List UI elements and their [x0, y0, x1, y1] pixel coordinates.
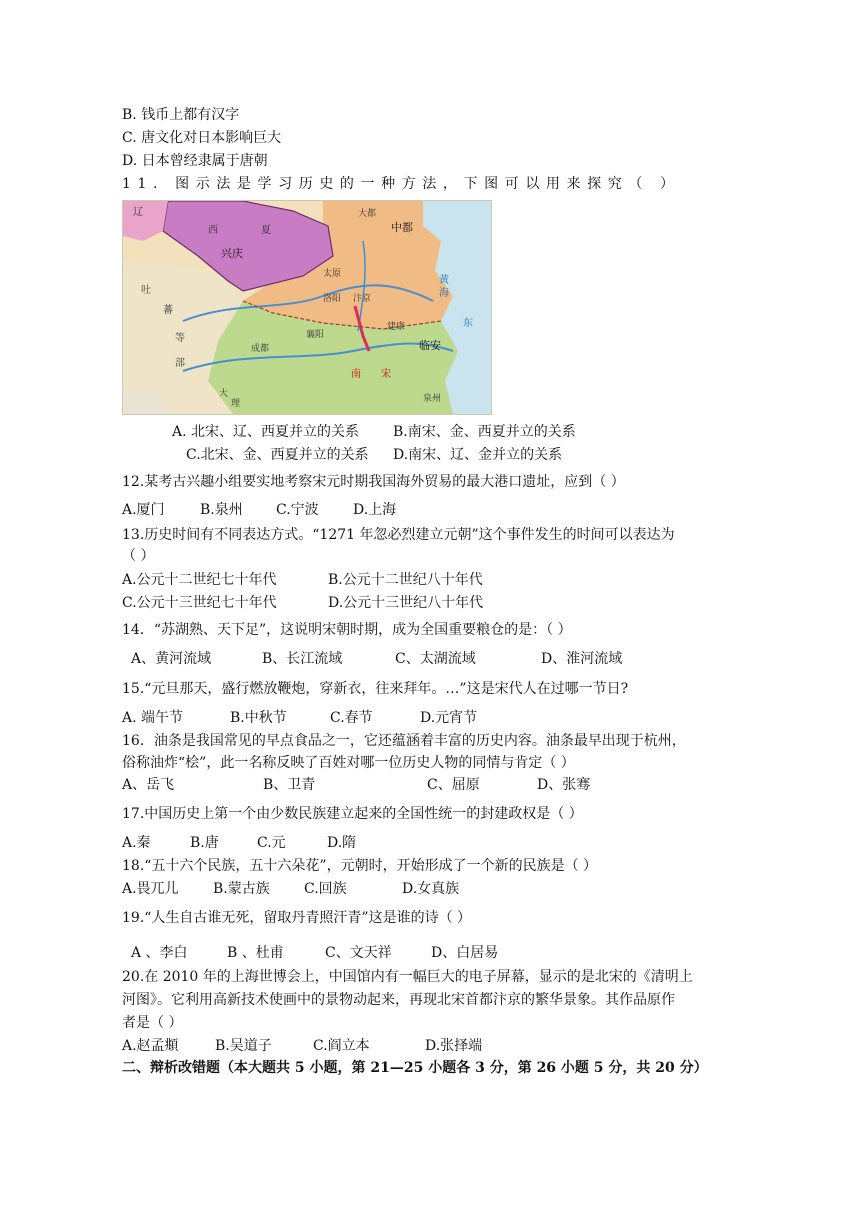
q20-text-line2: 河图》。它利用高新技术使画中的景物动起来，再现北宋首都汴京的繁华景象。其作品原作: [122, 992, 675, 1008]
map-label-da: 大: [219, 389, 229, 399]
option-c-line: C. 唐文化对日本影响巨大: [122, 130, 282, 146]
q18-option-d[interactable]: D.女真族: [402, 881, 460, 897]
section-2-heading: 二、辩析改错题（本大题共 5 小题，第 21—25 小题各 3 分，第 26 小题 5 分，共 20 分）: [122, 1060, 708, 1076]
q20-option-c[interactable]: C.阎立本: [313, 1038, 370, 1054]
q11-option-a[interactable]: A. 北宋、辽、西夏并立的关系: [172, 424, 360, 440]
q13-option-d[interactable]: D.公元十三世纪八十年代: [328, 595, 484, 611]
q16-text-line2: 俗称油炸“桧”，此一名称反映了百姓对哪一位历史人物的同情与肯定（ ）: [122, 755, 575, 771]
q16-text-line1: 16．油条是我国常见的早点食品之一，它还蕴涵着丰富的历史内容。油条最早出现于杭州，: [122, 733, 686, 749]
q15-option-b[interactable]: B.中秋节: [230, 710, 287, 726]
map-label-bu: 部: [175, 358, 185, 369]
q15-option-d[interactable]: D.元宵节: [420, 710, 478, 726]
map-label-jiankang: 建康: [387, 322, 406, 332]
q19-option-c[interactable]: C、文天祥: [325, 945, 392, 961]
q13-options-row2: [122, 593, 483, 613]
map-label-tu: 吐: [141, 285, 151, 296]
q11-option-c[interactable]: C.北宋、金、西夏并立的关系: [186, 447, 369, 463]
q13-option-b[interactable]: B.公元十二世纪八十年代: [328, 572, 483, 588]
q16-option-a[interactable]: A、岳飞: [122, 777, 175, 793]
q11-row-1: [172, 422, 576, 442]
q12-options: [122, 500, 396, 520]
q18-option-a[interactable]: A.畏兀儿: [122, 881, 179, 897]
q14-options: [131, 649, 622, 669]
q13-options-row1: [122, 570, 483, 590]
map-label-xingqing: 兴庆: [221, 247, 243, 260]
q11-option-b[interactable]: B.南宋、金、西夏并立的关系: [393, 424, 576, 440]
q16-option-c[interactable]: C、屈原: [427, 777, 480, 793]
map-graphic: [123, 201, 491, 414]
q17-option-d[interactable]: D.隋: [327, 835, 357, 851]
map-label-chengdu: 成都: [251, 344, 270, 354]
map-label-dong: 东: [463, 318, 473, 329]
q13-text-line1: 13.历史时间有不同表达方式。“1271 年忽必烈建立元朝”这个事件发生的时间可以表达为: [122, 527, 675, 543]
map-label-bo: 蕃: [163, 305, 173, 316]
q15-text: 15.“元旦那天，盛行燃放鞭炮，穿新衣，往来拜年。…”这是宋代人在过哪一节日?: [122, 681, 629, 697]
q20-option-d[interactable]: D.张择端: [425, 1038, 483, 1054]
q14-option-b[interactable]: B、长江流域: [262, 651, 343, 667]
q14-option-a[interactable]: A、黄河流域: [131, 651, 212, 667]
q14-text: 14．“苏湖熟、天下足”，这说明宋朝时期，成为全国重要粮仓的是：（ ）: [122, 622, 572, 638]
q17-text: 17.中国历史上第一个由少数民族建立起来的全国性统一的封建政权是（ ）: [122, 806, 583, 822]
map-label-li: 理: [231, 399, 241, 409]
map-label-zhongdu: 中都: [391, 221, 413, 234]
q11-option-d[interactable]: D.南宋、辽、金并立的关系: [393, 447, 563, 463]
q19-option-a[interactable]: A 、李白: [131, 945, 188, 961]
q18-options: [122, 879, 459, 899]
q19-option-d[interactable]: D、白居易: [431, 945, 499, 961]
q16-options: [122, 775, 590, 795]
q18-text: 18.“五十六个民族，五十六朵花”，元朝时，开始形成了一个新的民族是（ ）: [122, 858, 598, 874]
map-label-bianjing: 汴京: [353, 294, 372, 304]
q17-option-a[interactable]: A.秦: [122, 835, 151, 851]
map-label-xiangyang: 襄阳: [306, 330, 325, 340]
map-label-xia: 夏: [261, 225, 271, 236]
q13-text-line2: （ ）: [122, 548, 155, 564]
q16-option-b[interactable]: B、卫青: [263, 777, 316, 793]
q19-options: [131, 943, 498, 963]
map-label-dadu: 大都: [358, 209, 377, 219]
map-label-liao: 辽: [133, 207, 143, 218]
q17-option-b[interactable]: B.唐: [190, 835, 219, 851]
q20-text-line3: 者是（ ）: [122, 1015, 183, 1031]
q12-option-b[interactable]: B.泉州: [200, 502, 243, 518]
map-label-hai: 海: [439, 288, 449, 299]
q18-option-b[interactable]: B.蒙古族: [213, 881, 270, 897]
q12-option-a[interactable]: A.厦门: [122, 502, 165, 518]
q12-text: 12.某考古兴趣小组要实地考察宋元时期我国海外贸易的最大港口遗址，应到（ ）: [122, 474, 625, 490]
map-label-taiyuan: 太原: [323, 269, 342, 279]
map-label-linan: 临安: [419, 339, 441, 352]
q13-option-a[interactable]: A.公元十二世纪七十年代: [122, 572, 277, 588]
map-label-deng: 等: [175, 333, 185, 344]
option-d-line: D. 日本曾经隶属于唐朝: [122, 153, 268, 169]
map-label-quanzhou: 泉州: [423, 394, 442, 404]
q20-options: [122, 1036, 482, 1056]
question-11-text: 11. 图示法是学习历史的一种方法，下图可以用来探究（ ）: [122, 176, 681, 192]
option-b-line: B. 钱币上都有汉字: [122, 107, 240, 123]
q14-option-c[interactable]: C、太湖流域: [395, 651, 476, 667]
q18-option-c[interactable]: C.回族: [304, 881, 347, 897]
q16-option-d[interactable]: D、张骞: [537, 777, 591, 793]
map-label-huang: 黄: [439, 275, 449, 286]
map-label-luoyang: 洛阳: [323, 294, 342, 304]
q17-options: [122, 833, 356, 853]
q15-options: [122, 708, 477, 728]
q20-option-b[interactable]: B.吴道子: [215, 1038, 272, 1054]
q19-option-b[interactable]: B 、杜甫: [227, 945, 284, 961]
q14-option-d[interactable]: D、淮河流域: [541, 651, 623, 667]
q20-text-line1: 20.在 2010 年的上海世博会上，中国馆内有一幅巨大的电子屏幕，显示的是北宋的《清明上: [122, 969, 693, 985]
q13-option-c[interactable]: C.公元十三世纪七十年代: [122, 595, 277, 611]
q19-text: 19.“人生自古谁无死，留取丹青照汗青”这是谁的诗（ ）: [122, 910, 472, 926]
q20-option-a[interactable]: A.赵孟頫: [122, 1038, 179, 1054]
q17-option-c[interactable]: C.元: [257, 835, 286, 851]
map-label-nan: 南: [351, 369, 361, 380]
map-label-song: 宋: [381, 369, 391, 380]
q15-option-c[interactable]: C.春节: [330, 710, 373, 726]
map-label-xi: 西: [208, 225, 218, 236]
q11-row-2: [186, 445, 562, 465]
q12-option-c[interactable]: C.宁波: [276, 502, 319, 518]
q15-option-a[interactable]: A. 端午节: [122, 710, 184, 726]
historical-map: [122, 200, 492, 415]
q12-option-d[interactable]: D.上海: [353, 502, 397, 518]
